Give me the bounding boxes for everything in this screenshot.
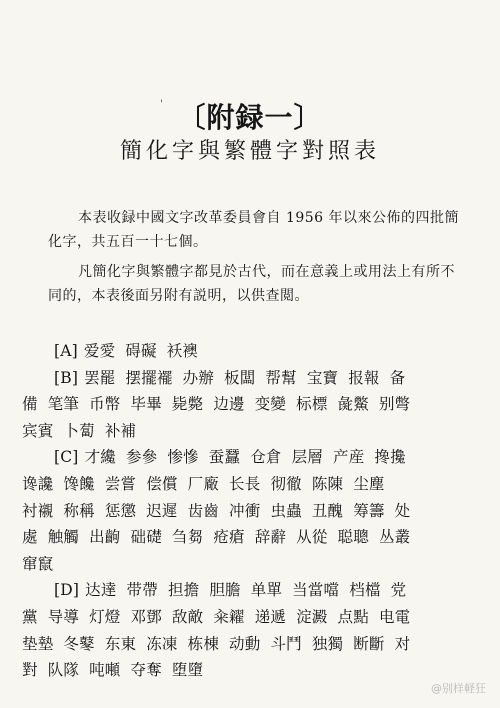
character-pair: 卜蔔	[63, 421, 95, 440]
character-pair: 毙斃	[171, 395, 204, 414]
letter-tag: [B]	[54, 368, 79, 387]
pair-row	[22, 391, 482, 418]
letter-group	[22, 338, 482, 365]
character-pair: 夺奪	[130, 661, 162, 680]
character-pair: 袄襖	[166, 342, 199, 360]
character-pair: 达達	[85, 581, 117, 600]
character-pair: 独獨	[311, 634, 344, 653]
character-pair: 当當噹	[292, 581, 340, 600]
character-pair: 處	[22, 528, 38, 547]
character-pair: 丑醜	[311, 501, 344, 520]
intro-paragraph-1	[48, 206, 478, 254]
character-pair: 谗讒	[22, 474, 54, 493]
character-pair: 斗鬥	[270, 634, 302, 653]
character-pair: 淀澱	[296, 607, 328, 626]
character-pair: 尘塵	[353, 474, 385, 493]
character-pair: 处	[394, 501, 411, 520]
character-pair: 标標	[296, 395, 328, 414]
pair-row	[22, 498, 482, 525]
character-pair: 堕墮	[171, 661, 204, 680]
character-pair: 碍礙	[125, 342, 157, 360]
character-pair: 单單	[250, 581, 283, 600]
character-pair: 偿償	[146, 474, 178, 493]
pair-row	[22, 577, 482, 604]
pair-row	[22, 551, 482, 578]
pair-row	[22, 418, 482, 445]
character-pair: 长長	[229, 474, 261, 493]
character-pair: 笔筆	[47, 395, 80, 414]
character-pair: 毕畢	[130, 395, 162, 414]
intro-line: 本表收録中國文字改革委員會自 1956 年以來公佈的四批簡	[78, 210, 460, 226]
character-pair: 动動	[229, 634, 261, 653]
character-pair: 断斷	[353, 634, 385, 653]
character-pair: 栋棟	[187, 634, 220, 653]
character-pair: 對	[22, 661, 38, 680]
character-pair-list	[22, 338, 482, 684]
character-pair: 冻凍	[146, 634, 178, 653]
intro-line: 化字，共五百一十七個。	[48, 234, 208, 250]
character-pair: 尝嘗	[104, 474, 137, 493]
character-pair: 虫蟲	[270, 501, 302, 520]
pair-row	[22, 657, 482, 684]
character-pair: 帮幫	[265, 368, 297, 387]
letter-group	[22, 444, 482, 577]
character-pair: 邓鄧	[130, 607, 162, 626]
letter-group	[22, 365, 482, 445]
pair-row	[22, 444, 482, 471]
character-pair: 衬襯	[22, 501, 54, 520]
character-pair: 触觸	[47, 528, 80, 547]
character-pair: 丛叢	[378, 528, 411, 547]
character-pair: 备	[389, 368, 406, 387]
character-pair: 参參	[125, 448, 158, 467]
character-pair: 吨噸	[89, 661, 121, 680]
character-pair: 办辦	[182, 368, 215, 387]
character-pair: 点點	[337, 607, 369, 626]
character-pair: 彻徹	[270, 474, 302, 493]
character-pair: 变變	[254, 395, 287, 414]
character-pair: 疮瘡	[213, 528, 245, 547]
intro-line: 凡簡化字與繁體字都見於古代，而在意義上或用法上有所不	[78, 264, 455, 280]
character-pair: 窜竄	[22, 554, 54, 573]
character-pair: 筹籌	[353, 501, 385, 520]
character-pair: 宝寶	[306, 368, 339, 387]
character-pair: 带帶	[126, 581, 158, 600]
character-pair: 爱愛	[83, 342, 116, 360]
character-pair: 档檔	[349, 581, 381, 600]
pair-row	[22, 604, 482, 631]
character-pair: 币幣	[89, 395, 121, 414]
character-pair: 电電	[378, 607, 411, 626]
character-pair: 灯燈	[89, 607, 121, 626]
intro-line: 同的，本表後面另附有説明，以供查閲。	[48, 288, 309, 304]
character-pair: 队隊	[47, 661, 80, 680]
character-pair: 辞辭	[254, 528, 287, 547]
pair-row	[22, 631, 482, 658]
character-pair: 垫墊	[22, 634, 54, 653]
intro-paragraph-2	[48, 260, 478, 308]
pair-row	[22, 365, 482, 392]
character-pair: 冲衝	[229, 501, 261, 520]
character-pair: 仓倉	[250, 448, 282, 467]
character-pair: 补補	[104, 421, 137, 440]
watermark-text: @别样軽狂	[431, 682, 486, 695]
character-pair: 出齣	[89, 528, 121, 547]
character-pair: 报報	[348, 368, 380, 387]
character-pair: 冬鼕	[63, 634, 95, 653]
letter-group	[22, 577, 482, 683]
character-pair: 陈陳	[311, 474, 344, 493]
character-pair: 称稱	[63, 501, 95, 520]
letter-tag: [D]	[54, 581, 80, 600]
character-pair: 搀攙	[374, 448, 406, 467]
character-pair: 聪聰	[337, 528, 369, 547]
character-pair: 彘鱉	[337, 395, 369, 414]
character-pair: 黨	[22, 607, 38, 626]
character-pair: 从從	[296, 528, 328, 547]
character-pair: 产産	[333, 448, 365, 467]
character-pair: 递遞	[254, 607, 287, 626]
letter-tag: [C]	[54, 448, 79, 467]
character-pair: 厂廠	[187, 474, 220, 493]
table-title: 簡化字與繁體字對照表	[119, 139, 380, 164]
character-pair: 蚕蠶	[208, 448, 241, 467]
character-pair: 馋饞	[63, 474, 95, 493]
print-mark: '	[160, 99, 163, 110]
character-pair: 齿齒	[187, 501, 220, 520]
character-pair: 导導	[47, 607, 80, 626]
pair-row	[22, 338, 482, 365]
character-pair: 籴糴	[213, 607, 245, 626]
character-pair: 才纔	[84, 448, 116, 467]
character-pair: 惨慘	[167, 448, 199, 467]
character-pair: 东東	[104, 634, 137, 653]
character-pair: 板闆	[224, 368, 256, 387]
character-pair: 惩懲	[104, 501, 137, 520]
character-pair: 别彆	[378, 395, 411, 414]
character-pair: 迟遲	[146, 501, 178, 520]
appendix-title: 〔附録一〕	[177, 101, 323, 134]
character-pair: 宾賓	[22, 421, 54, 440]
character-pair: 层層	[291, 448, 323, 467]
character-pair: 担擔	[167, 581, 200, 600]
character-pair: 础礎	[130, 528, 162, 547]
character-pair: 胆膽	[209, 581, 241, 600]
character-pair: 罢罷	[84, 368, 116, 387]
character-pair: 边邊	[213, 395, 245, 414]
pair-row	[22, 471, 482, 498]
character-pair: 对	[394, 634, 411, 653]
character-pair: 刍芻	[171, 528, 204, 547]
pair-row	[22, 524, 482, 551]
character-pair: 備	[22, 395, 38, 414]
letter-tag: [A]	[54, 342, 78, 360]
character-pair: 摆擺襬	[125, 368, 173, 387]
character-pair: 党	[390, 581, 407, 600]
character-pair: 敌敵	[171, 607, 204, 626]
